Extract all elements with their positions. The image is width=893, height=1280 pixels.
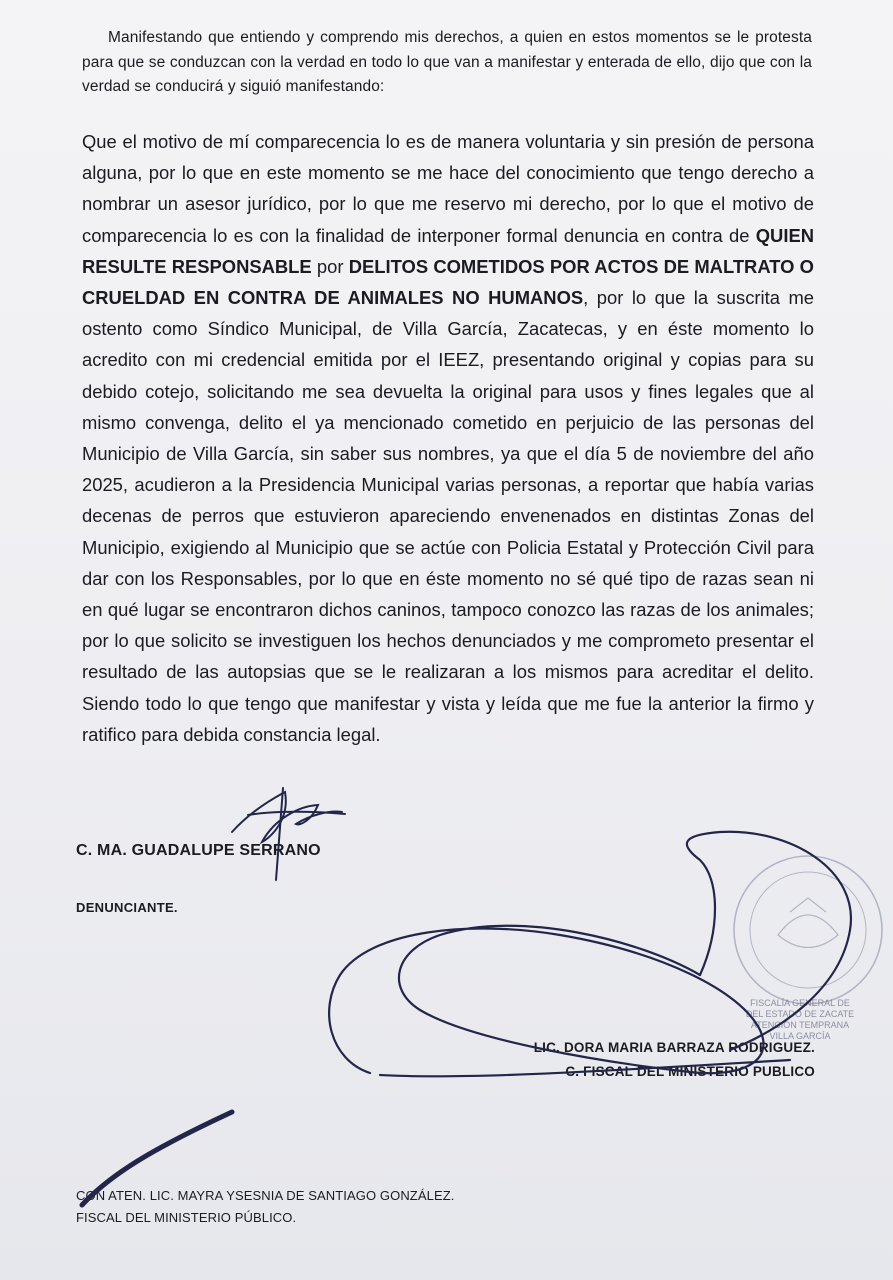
official-seal-icon <box>734 856 882 1004</box>
complainant-role: DENUNCIANTE. <box>76 900 178 915</box>
second-fiscal-title: FISCAL DEL MINISTERIO PÚBLICO. <box>76 1210 297 1225</box>
seal-line-3: ATENCIÓN TEMPRANA <box>750 1020 850 1030</box>
attention-line: CON ATEN. LIC. MAYRA YSESNIA DE SANTIAGO GONZÁLEZ. <box>76 1188 455 1203</box>
statement-text-1: Que el motivo de mí comparecencia lo es de manera voluntaria y sin presión de persona alguna, por lo que en este momento se me hace del conocimiento que tengo derecho a nombrar un asesor jurídico, por lo que me reservo mi derecho, por lo que el motivo de comparecencia lo es con la finalidad de interponer formal denuncia en contra de <box>82 131 814 246</box>
official-seal-text <box>740 998 860 1042</box>
seal-line-4: VILLA GARCÍA <box>769 1031 831 1041</box>
statement-paragraph <box>82 126 814 750</box>
fiscal-title: C. FISCAL DEL MINISTERIO PUBLICO <box>565 1064 815 1079</box>
seal-line-1: FISCALÍA GENERAL DE <box>750 998 850 1008</box>
fiscal-name: LIC. DORA MARIA BARRAZA RODRIGUEZ. <box>533 1040 815 1055</box>
intro-paragraph: Manifestando que entiendo y comprendo mis derechos, a quien en estos momentos se le protesta para que se conduzcan con la verdad en todo lo que van a manifestar y enterada de ello, dijo que con la verdad se conducirá y siguió manifestando: <box>82 29 812 95</box>
statement-bold-crime: DELITOS COMETIDOS POR ACTOS DE MALTRATO O CRUELDAD EN CONTRA DE ANIMALES NO HUMANOS <box>82 255 814 309</box>
statement-text-3: , por lo que la suscrita me ostento como Síndico Municipal, de Villa García, Zacatecas, y en éste momento lo acredito con mi credencial emitida por el IEEZ, presentando original y copias para su debido cotejo, solicitando me sea devuelta la original para usos y fines legales que al mismo convenga, delito el ya mencionado cometido en perjuicio de las personas del Municipio de Villa García, sin saber sus nombres, ya que el día 5 de noviembre del año 2025, acudieron a la Presidencia Municipal varias personas, a reportar que había varias decenas de perros que estuvieron apareciendo envenenados en distintas Zonas del Municipio, exigiendo al Municipio que se actúe con Policia Estatal y Protección Civil para dar con los Responsables, por lo que en éste momento no sé qué tipo de razas sean ni en qué lugar se encontraron dichos caninos, tampoco conozco las razas de los animales; por lo que solicito se investiguen los hechos denunciados y me comprometo presentar el resultado de las autopsias que se le realizaran a los mismos para acreditar el delito. Siendo todo lo que tengo que manifestar y vista y leída que me fue la anterior la firmo y ratifico para debida constancia legal. <box>82 287 814 745</box>
complainant-name: C. MA. GUADALUPE SERRANO <box>76 842 321 859</box>
seal-line-2: DEL ESTADO DE ZACATE <box>745 1009 855 1019</box>
statement-text-2: por <box>311 255 349 277</box>
complainant-signature <box>232 788 345 880</box>
statement-bold-accused: QUIEN RESULTE RESPONSABLE <box>82 224 814 277</box>
